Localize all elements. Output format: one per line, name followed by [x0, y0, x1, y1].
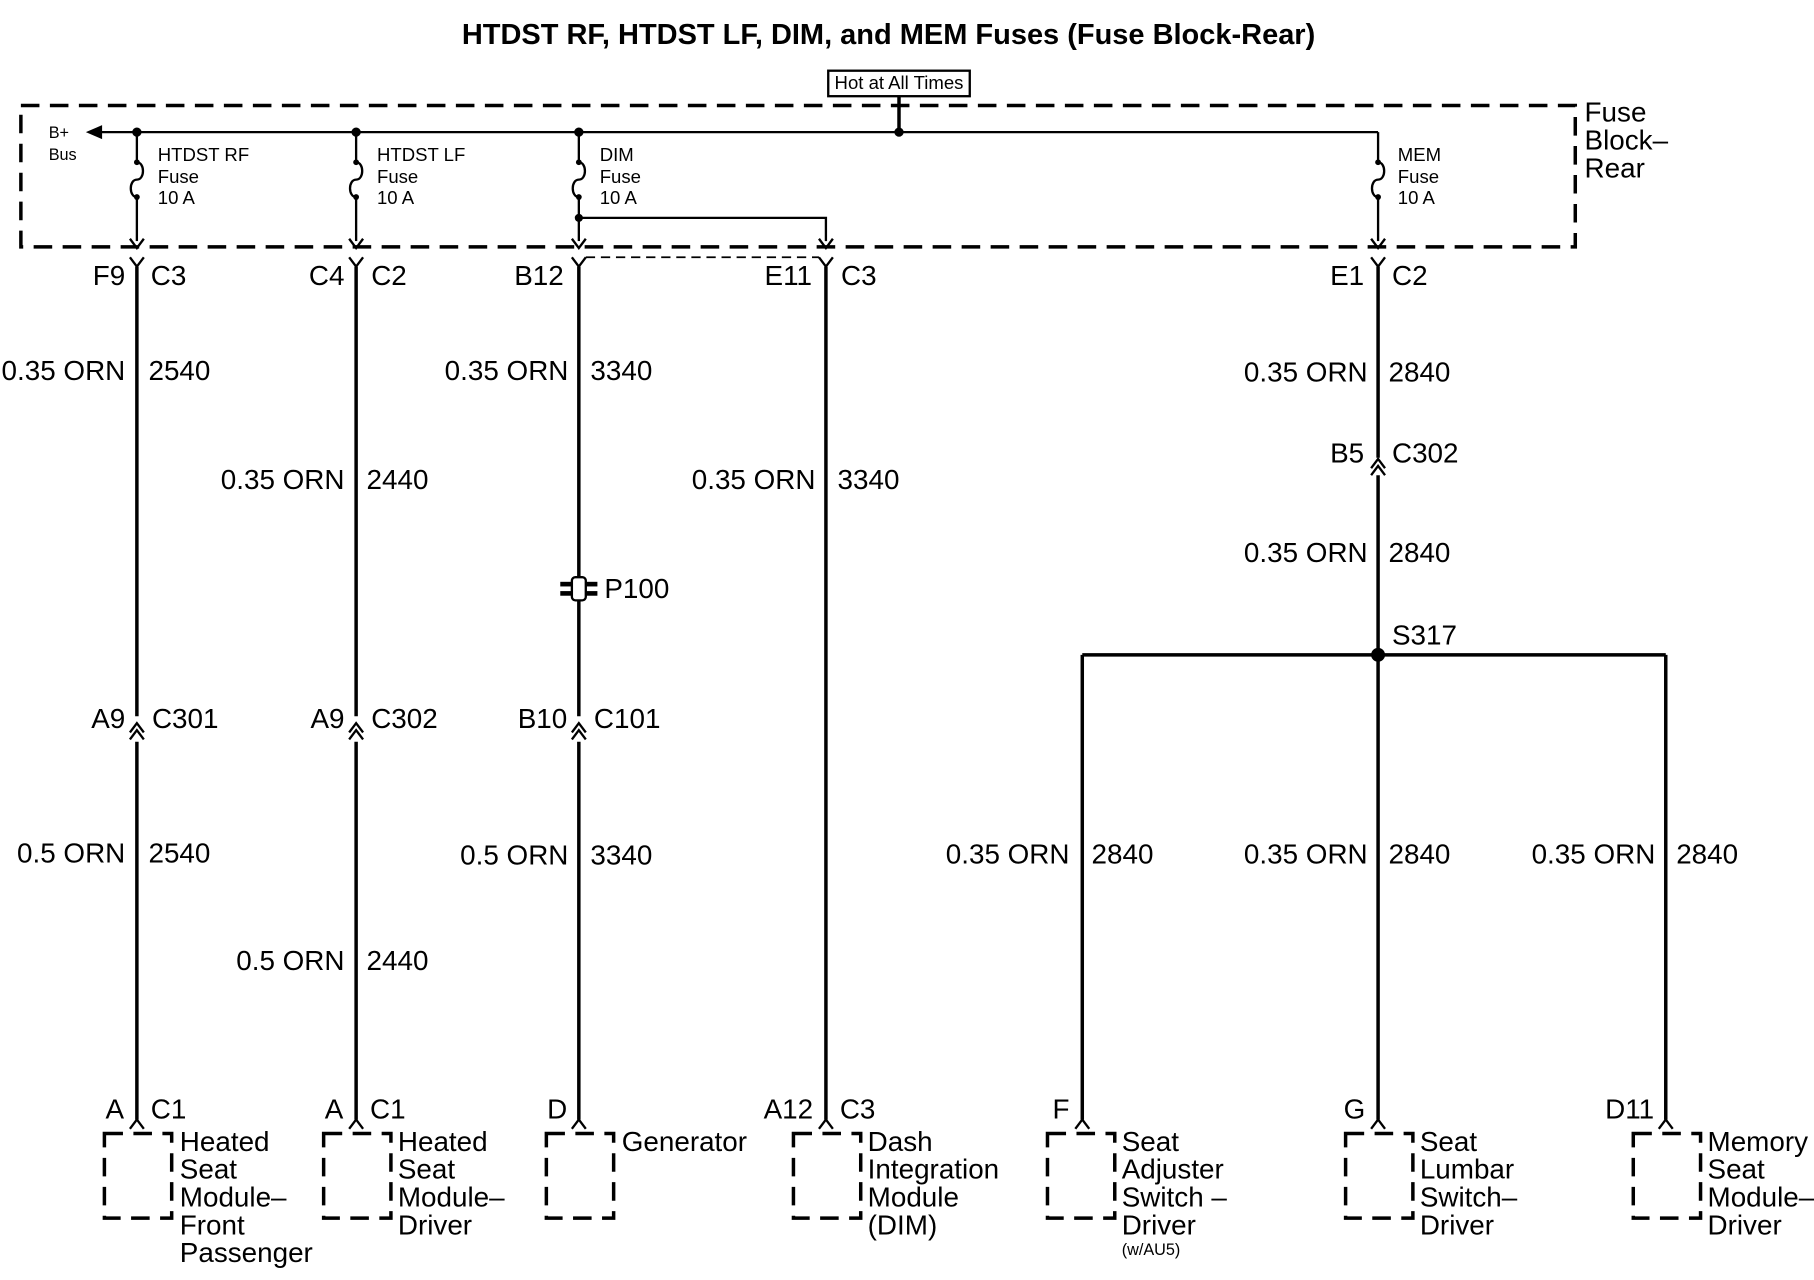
svg-text:F: F	[1052, 1093, 1070, 1125]
passthrough-label: P100	[604, 573, 670, 605]
svg-text:B+: B+	[48, 123, 70, 142]
svg-text:HTDST RF: HTDST RF	[157, 144, 250, 166]
svg-text:Seat: Seat	[1707, 1153, 1765, 1185]
svg-text:Heated: Heated	[179, 1125, 270, 1157]
svg-text:Driver: Driver	[1419, 1209, 1495, 1241]
svg-text:C3: C3	[841, 260, 877, 292]
svg-text:A12: A12	[763, 1093, 814, 1125]
bus-label	[49, 124, 77, 164]
svg-text:3340: 3340	[837, 464, 900, 496]
diagram-title: HTDST RF, HTDST LF, DIM, and MEM Fuses (Fuse Block-Rear)	[461, 19, 1316, 52]
svg-text:A: A	[105, 1093, 125, 1125]
svg-text:Seat: Seat	[397, 1153, 456, 1185]
svg-text:2440: 2440	[366, 464, 429, 496]
svg-text:0.35 ORN: 0.35 ORN	[1, 355, 126, 387]
bus-arrow-icon	[86, 125, 102, 139]
svg-text:Switch –: Switch –	[1121, 1181, 1227, 1213]
svg-text:Driver: Driver	[397, 1209, 473, 1241]
component-dash-integration-module	[868, 1126, 999, 1240]
svg-text:2440: 2440	[366, 945, 429, 977]
svg-text:Fuse: Fuse	[1584, 96, 1647, 128]
svg-text:G: G	[1343, 1093, 1366, 1125]
svg-text:Module–: Module–	[1707, 1181, 1814, 1213]
svg-text:10 A: 10 A	[377, 186, 415, 208]
svg-text:2840: 2840	[1388, 537, 1451, 569]
svg-text:0.35 ORN: 0.35 ORN	[444, 355, 569, 387]
splice-s317-dot	[1371, 648, 1385, 662]
svg-text:Front: Front	[179, 1209, 245, 1241]
svg-text:0.35 ORN: 0.35 ORN	[220, 464, 345, 496]
svg-text:0.5 ORN: 0.5 ORN	[17, 837, 126, 869]
svg-text:0.35 ORN: 0.35 ORN	[1531, 838, 1656, 870]
svg-text:Generator: Generator	[621, 1125, 748, 1157]
svg-text:Memory: Memory	[1707, 1125, 1809, 1157]
svg-text:0.35 ORN: 0.35 ORN	[1243, 838, 1368, 870]
svg-text:10 A: 10 A	[1397, 186, 1435, 208]
svg-text:0.35 ORN: 0.35 ORN	[1243, 356, 1368, 388]
svg-text:Driver: Driver	[1707, 1209, 1782, 1241]
svg-text:HTDST LF: HTDST LF	[377, 144, 466, 166]
svg-text:Switch–: Switch–	[1419, 1181, 1518, 1213]
svg-text:Integration: Integration	[867, 1153, 1000, 1185]
svg-text:2540: 2540	[148, 355, 211, 387]
svg-text:0.35 ORN: 0.35 ORN	[945, 838, 1070, 870]
component-heated-seat-front-passenger	[180, 1126, 313, 1268]
svg-text:(DIM): (DIM)	[867, 1209, 938, 1241]
svg-text:D: D	[547, 1093, 568, 1125]
svg-text:Module–: Module–	[179, 1181, 287, 1213]
component-connector-labels	[106, 1093, 1655, 1124]
fuse-label-mem	[1398, 144, 1441, 208]
hot-at-all-times-label: Hot at All Times	[834, 72, 964, 94]
svg-text:Seat: Seat	[1121, 1125, 1179, 1157]
svg-text:A: A	[324, 1093, 344, 1125]
svg-text:2840: 2840	[1091, 838, 1154, 870]
svg-text:Block–: Block–	[1584, 124, 1669, 156]
svg-text:3340: 3340	[590, 355, 653, 387]
svg-text:E11: E11	[764, 260, 812, 292]
svg-text:Seat: Seat	[1419, 1125, 1478, 1157]
svg-text:3340: 3340	[590, 839, 653, 871]
svg-text:C302: C302	[371, 702, 438, 734]
svg-text:C302: C302	[1392, 437, 1459, 469]
svg-text:C1: C1	[370, 1093, 406, 1125]
svg-text:Module–: Module–	[397, 1181, 505, 1213]
svg-text:2840: 2840	[1388, 356, 1451, 388]
svg-text:Seat: Seat	[179, 1153, 238, 1185]
svg-text:Fuse: Fuse	[377, 166, 419, 188]
svg-text:Passenger: Passenger	[179, 1237, 313, 1269]
top-connector-labels	[93, 260, 1428, 291]
inline-connector-arrows	[130, 459, 1385, 739]
circuit-wires	[137, 267, 1666, 1120]
svg-text:Bus: Bus	[48, 145, 77, 164]
svg-text:Fuse: Fuse	[599, 166, 641, 188]
svg-text:MEM: MEM	[1397, 144, 1442, 166]
svg-text:2540: 2540	[148, 837, 211, 869]
svg-text:Dash: Dash	[867, 1125, 933, 1157]
svg-text:C4: C4	[308, 260, 345, 292]
splice-label: S317	[1392, 619, 1457, 651]
svg-text:0.35 ORN: 0.35 ORN	[1243, 537, 1368, 569]
fuse-block-outline	[21, 105, 1575, 246]
component-memory-seat-module-driver	[1708, 1126, 1814, 1240]
fuse-symbols	[131, 132, 1384, 241]
svg-text:E1: E1	[1330, 260, 1365, 292]
svg-text:C2: C2	[371, 260, 407, 292]
svg-text:A9: A9	[310, 702, 345, 734]
svg-text:C301: C301	[151, 702, 219, 734]
svg-text:B10: B10	[517, 702, 568, 734]
svg-text:C3: C3	[839, 1093, 876, 1125]
svg-text:10 A: 10 A	[157, 186, 195, 208]
svg-text:F9: F9	[92, 260, 126, 292]
svg-text:10 A: 10 A	[599, 186, 637, 208]
svg-text:Module: Module	[867, 1181, 959, 1213]
svg-text:2840: 2840	[1388, 838, 1451, 870]
svg-text:C1: C1	[150, 1093, 187, 1125]
svg-text:DIM: DIM	[599, 144, 634, 166]
svg-text:0.5 ORN: 0.5 ORN	[236, 945, 345, 977]
svg-text:Lumbar: Lumbar	[1419, 1153, 1515, 1185]
svg-text:A9: A9	[91, 702, 126, 734]
svg-text:0.5 ORN: 0.5 ORN	[460, 839, 569, 871]
fuse-label-htdst-rf	[158, 144, 249, 208]
component-generator	[622, 1126, 747, 1157]
passthrough-p100-icon	[560, 577, 597, 600]
svg-text:B12: B12	[514, 260, 564, 292]
component-seat-adjuster-switch-driver	[1122, 1126, 1228, 1259]
fuse-label-dim	[600, 144, 641, 208]
wire-labels	[2, 355, 1739, 976]
fuse-block-label	[1585, 97, 1669, 184]
fuse-label-htdst-lf	[377, 144, 465, 208]
component-seat-lumbar-switch-driver	[1420, 1126, 1518, 1240]
svg-text:Fuse: Fuse	[1397, 166, 1440, 188]
svg-text:(w/AU5): (w/AU5)	[1121, 1241, 1181, 1260]
svg-text:Heated: Heated	[397, 1125, 488, 1157]
svg-text:C3: C3	[150, 260, 187, 292]
svg-text:0.35 ORN: 0.35 ORN	[691, 464, 816, 496]
svg-text:Adjuster: Adjuster	[1121, 1153, 1224, 1185]
svg-text:Fuse: Fuse	[157, 166, 200, 188]
svg-text:C101: C101	[593, 702, 661, 734]
svg-text:C2: C2	[1392, 260, 1428, 292]
svg-text:D11: D11	[1605, 1093, 1655, 1125]
svg-text:2840: 2840	[1676, 838, 1739, 870]
component-heated-seat-driver	[398, 1126, 505, 1240]
svg-text:B5: B5	[1330, 437, 1365, 469]
svg-text:Driver: Driver	[1121, 1209, 1196, 1241]
dim-branch-wire	[579, 218, 826, 241]
svg-text:Rear: Rear	[1584, 152, 1645, 184]
